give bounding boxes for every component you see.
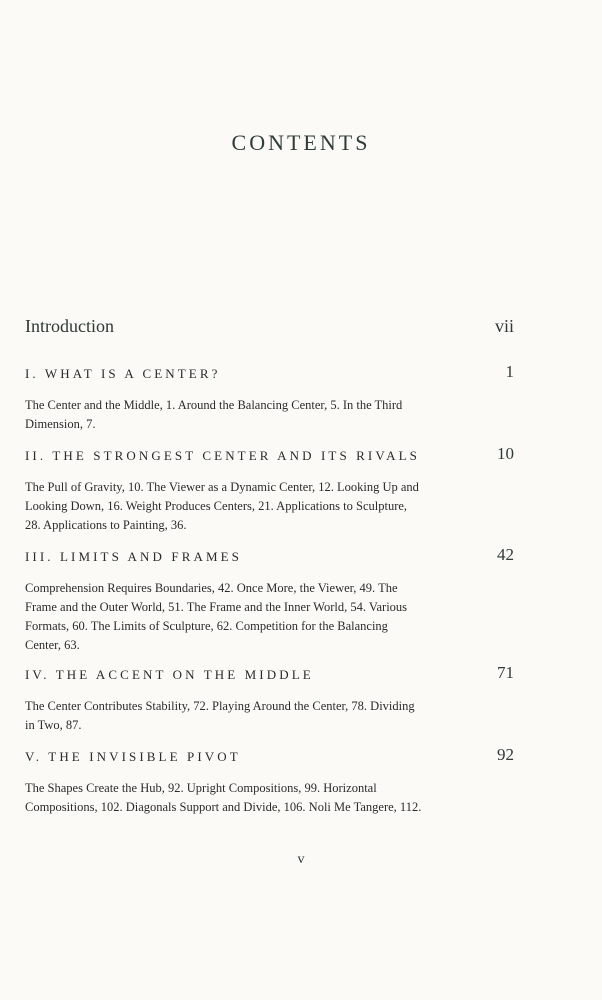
toc-chapter [25, 545, 515, 655]
chapter-title: II. THE STRONGEST CENTER AND ITS RIVALS [25, 448, 420, 463]
page-title: CONTENTS [231, 130, 371, 155]
chapter-page: 92 [497, 745, 514, 764]
chapter-summary: The Pull of Gravity, 10. The Viewer as a Dynamic Center, 12. Looking Up and Looking Down, 16. Weight Produces Centers, 21. Applications to Sculpture, 28. Applications to Painting, 36. [25, 480, 419, 532]
toc-chapter [25, 362, 515, 434]
chapter-page: 71 [497, 663, 514, 682]
chapter-title: IV. THE ACCENT ON THE MIDDLE [25, 667, 314, 682]
introduction-page: vii [494, 316, 514, 336]
toc-entry-introduction [25, 316, 515, 340]
chapter-page: 1 [505, 362, 514, 381]
chapter-summary: The Shapes Create the Hub, 92. Upright Compositions, 99. Horizontal Compositions, 102. Diagonals Support and Divide, 106. Noli Me Tangere, 112. [25, 781, 422, 814]
chapter-summary: The Center and the Middle, 1. Around the Balancing Center, 5. In the Third Dimension, 7. [25, 398, 403, 431]
toc-chapter [25, 444, 515, 535]
chapter-summary: Comprehension Requires Boundaries, 42. Once More, the Viewer, 49. The Frame and the Outer World, 51. The Frame and the Inner World, 54. Various Formats, 60. The Limits of Sculpture, 62. Competition for the Balancing Center, 63. [25, 581, 408, 652]
toc-chapter [25, 663, 515, 735]
chapter-page: 42 [497, 545, 514, 564]
chapter-summary: The Center Contributes Stability, 72. Playing Around the Center, 78. Dividing in Two, 87. [25, 699, 415, 732]
chapter-title: V. THE INVISIBLE PIVOT [25, 749, 241, 764]
chapter-page: 10 [497, 444, 514, 463]
page-folio: v [297, 852, 305, 867]
toc-chapter [25, 745, 515, 817]
introduction-label: Introduction [25, 316, 114, 336]
chapter-title: III. LIMITS AND FRAMES [25, 549, 242, 564]
chapter-title: I. WHAT IS A CENTER? [25, 366, 221, 381]
